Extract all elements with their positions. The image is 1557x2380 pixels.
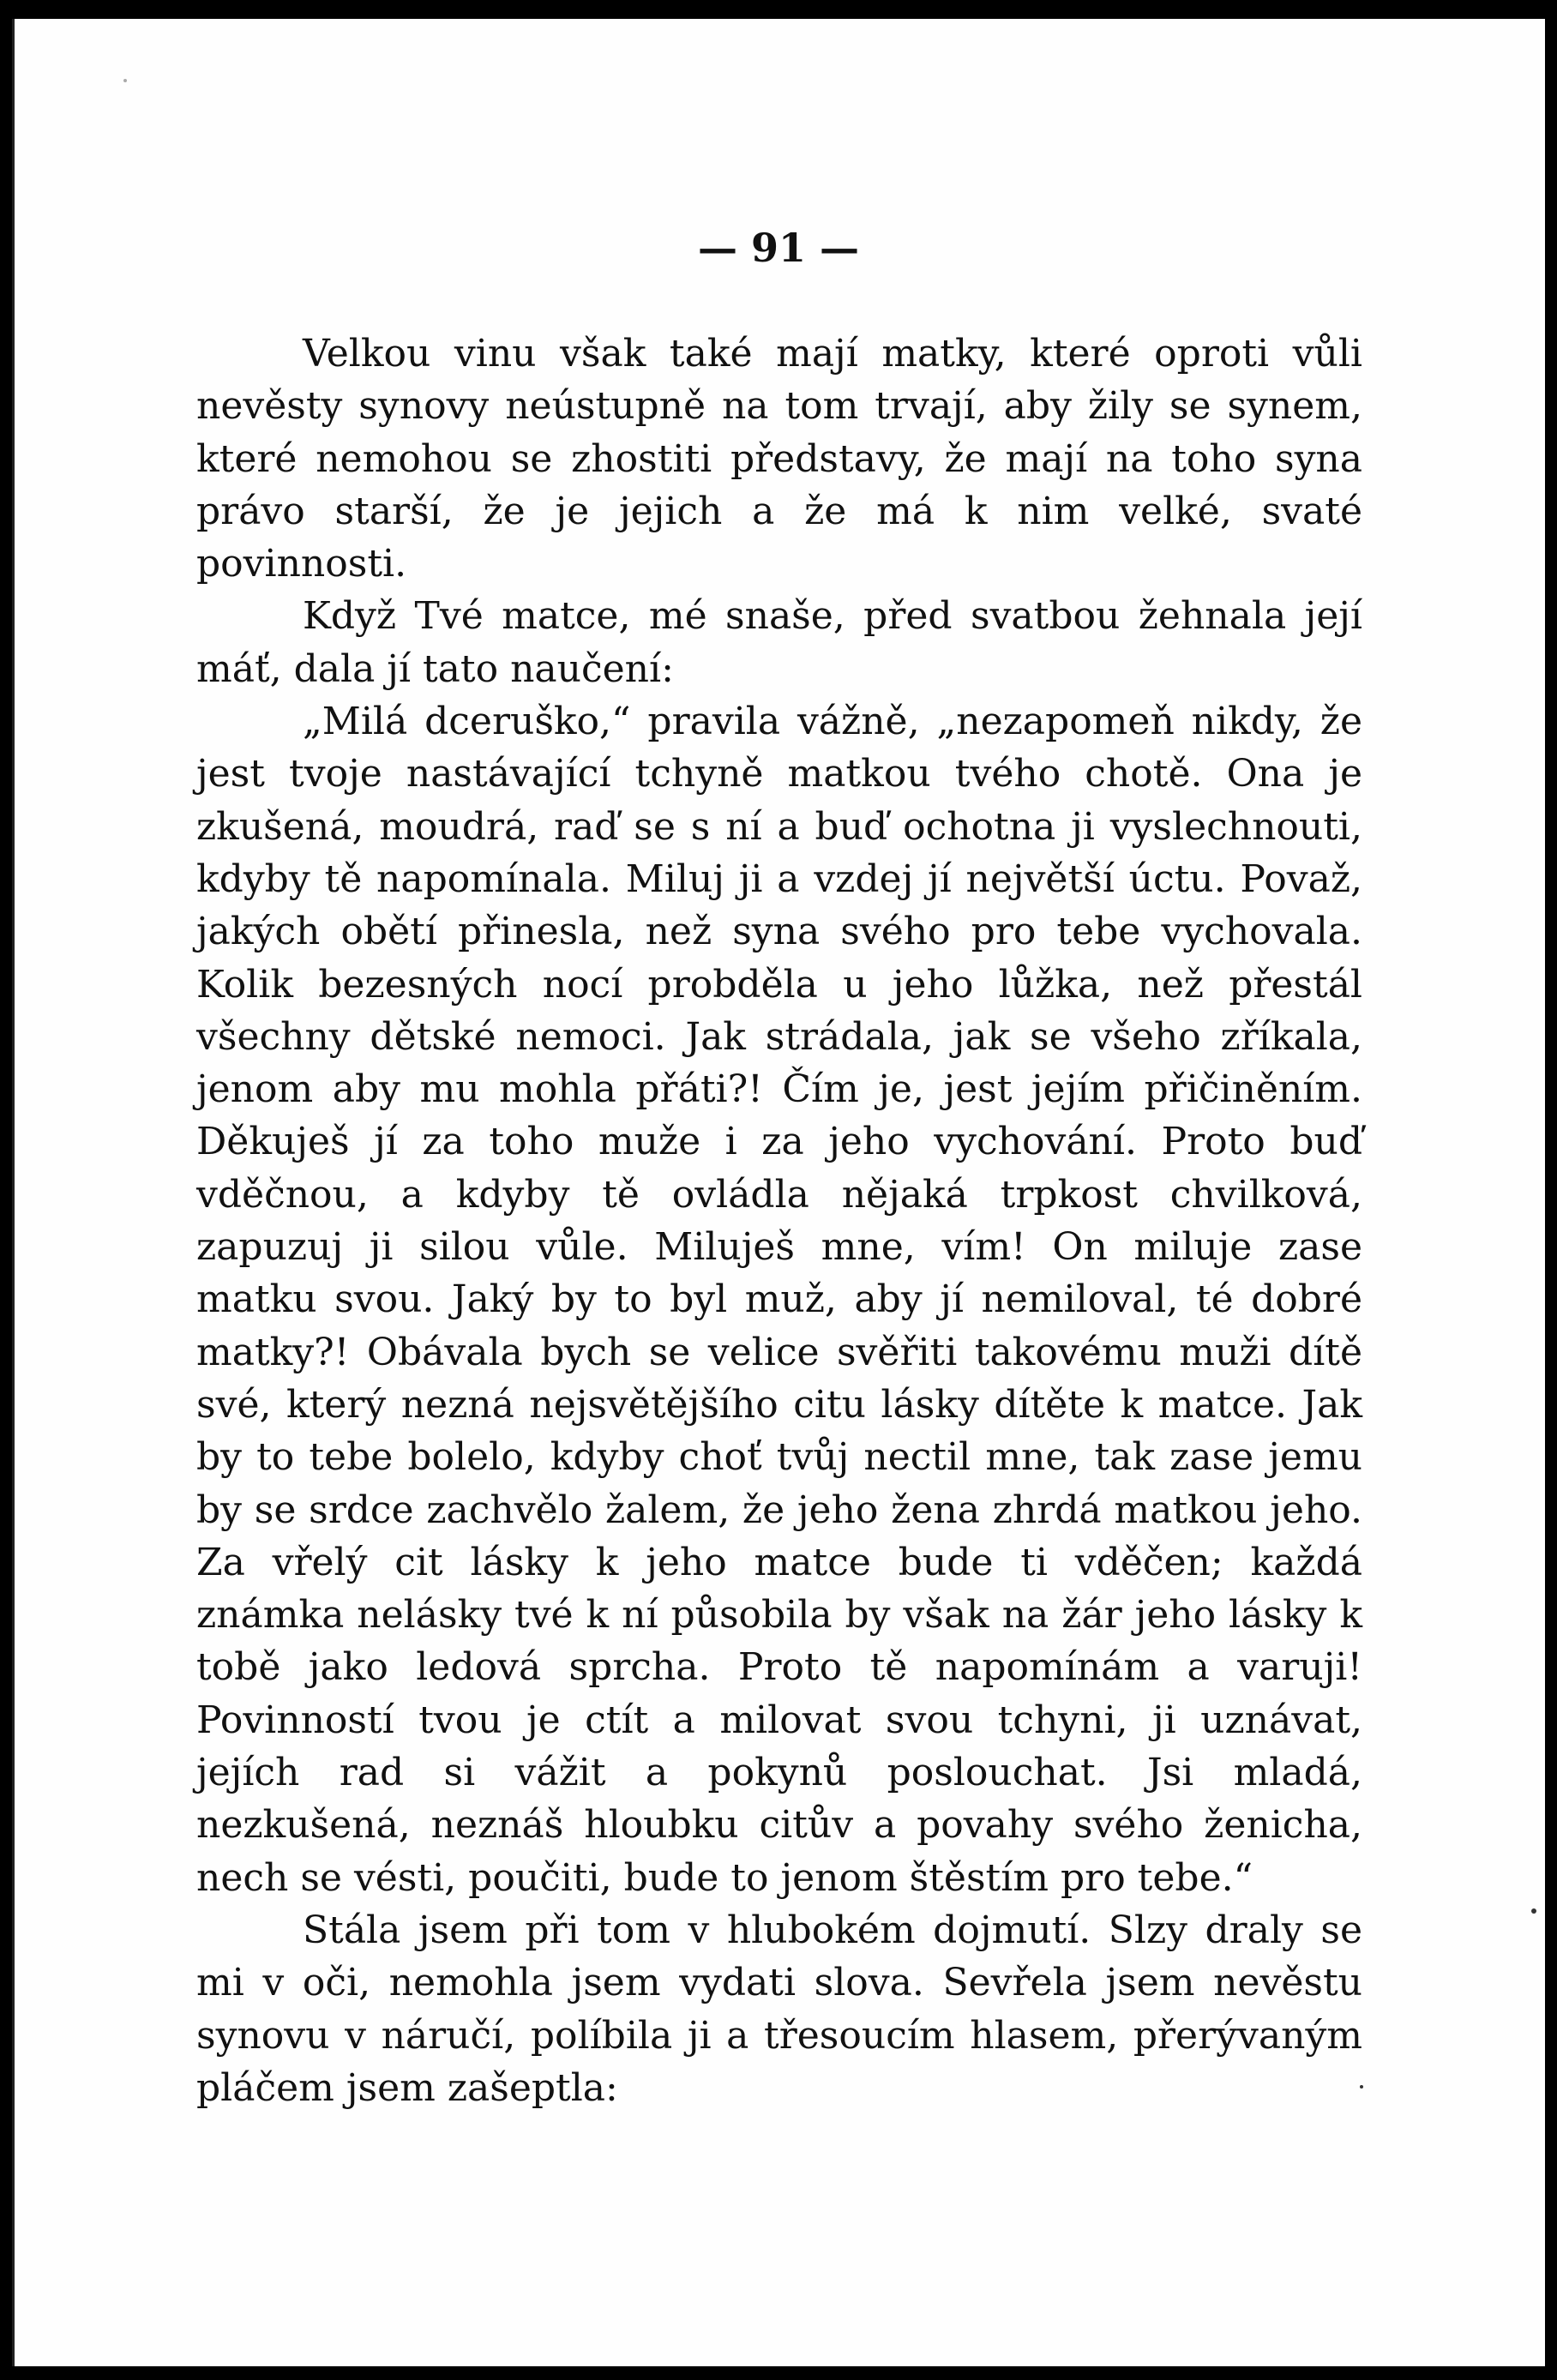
page-gutter-edge [12,19,15,2366]
scan-speck [1531,1908,1536,1914]
scan-speck [123,79,127,82]
paragraph: Když Tvé matce, mé snaše, před svatbou žehnala její máť, dala jí tato naučení: [196,594,1362,691]
paragraph: Velkou vinu však také mají matky, které oproti vůli nevěsty synovy neústupně na tom trvají, aby žily se synem, které nemohou se zhostiti představy, že mají na toho syna právo starší, že je jejich a že má k nim velké, svaté povinnosti. [196,332,1362,586]
scan-speck [1360,2085,1363,2089]
paragraph: „Milá dceruško,“ pravila vážně, „nezapomeň nikdy, že jest tvoje nastávající tchyně matkou tvého chotě. Ona je zkušená, moudrá, raď se s ní a buď ochotna ji vyslechnouti, kdyby tě napomínala. Miluj ji a vzdej jí největší úctu. Považ, jakých obětí přinesla, než syna svého pro tebe vychovala. Kolik bezesných nocí probděla u jeho lůžka, než přestál všechny dětské nemoci. Jak strádala, jak se všeho zříkala, jenom aby mu mohla přáti?! Čím je, jest jejím přičiněním. Děkuješ jí za toho muže i za jeho vychování. Proto buď vděčnou, a kdyby tě ovládla nějaká trpkost chvilková, zapuzuj ji silou vůle. Miluješ mne, vím! On miluje zase matku svou. Jaký by to byl muž, aby jí nemiloval, té dobré matky?! Obávala bych se velice svěřiti takovému muži dítě své, který nezná nejsvětějšího citu lásky dítěte k matce. Jak by to tebe bolelo, kdyby choť tvůj nectil mne, tak zase jemu by se srdce zachvělo žalem, že jeho žena zhrdá matkou jeho. Za vřelý cit lásky k jeho matce bude ti vděčen; každá známka nelásky tvé k ní působila by však na žár jeho lásky k tobě jako ledová sprcha. Proto tě napomínám a varuji! Povinností tvou je ctít a milovat svou tchyni, ji uznávat, jejích rad si vážit a pokynů poslouchat. Jsi mladá, nezkušená, neznáš hloubku citův a povahy svého ženicha, nech se vésti, poučiti, bude to jenom štěstím pro tebe.“ [196,700,1362,1900]
book-page [12,19,1545,2366]
page-number: — 91 — [697,225,860,271]
paragraph: Stála jsem při tom v hlubokém dojmutí. Slzy draly se mi v oči, nemohla jsem vydati slova. Sevřela jsem nevěstu synovu v náručí, políbila ji a třesoucím hlasem, přerývaným pláčem jsem zašeptla: [196,1908,1362,2110]
body-text [196,328,1362,2114]
